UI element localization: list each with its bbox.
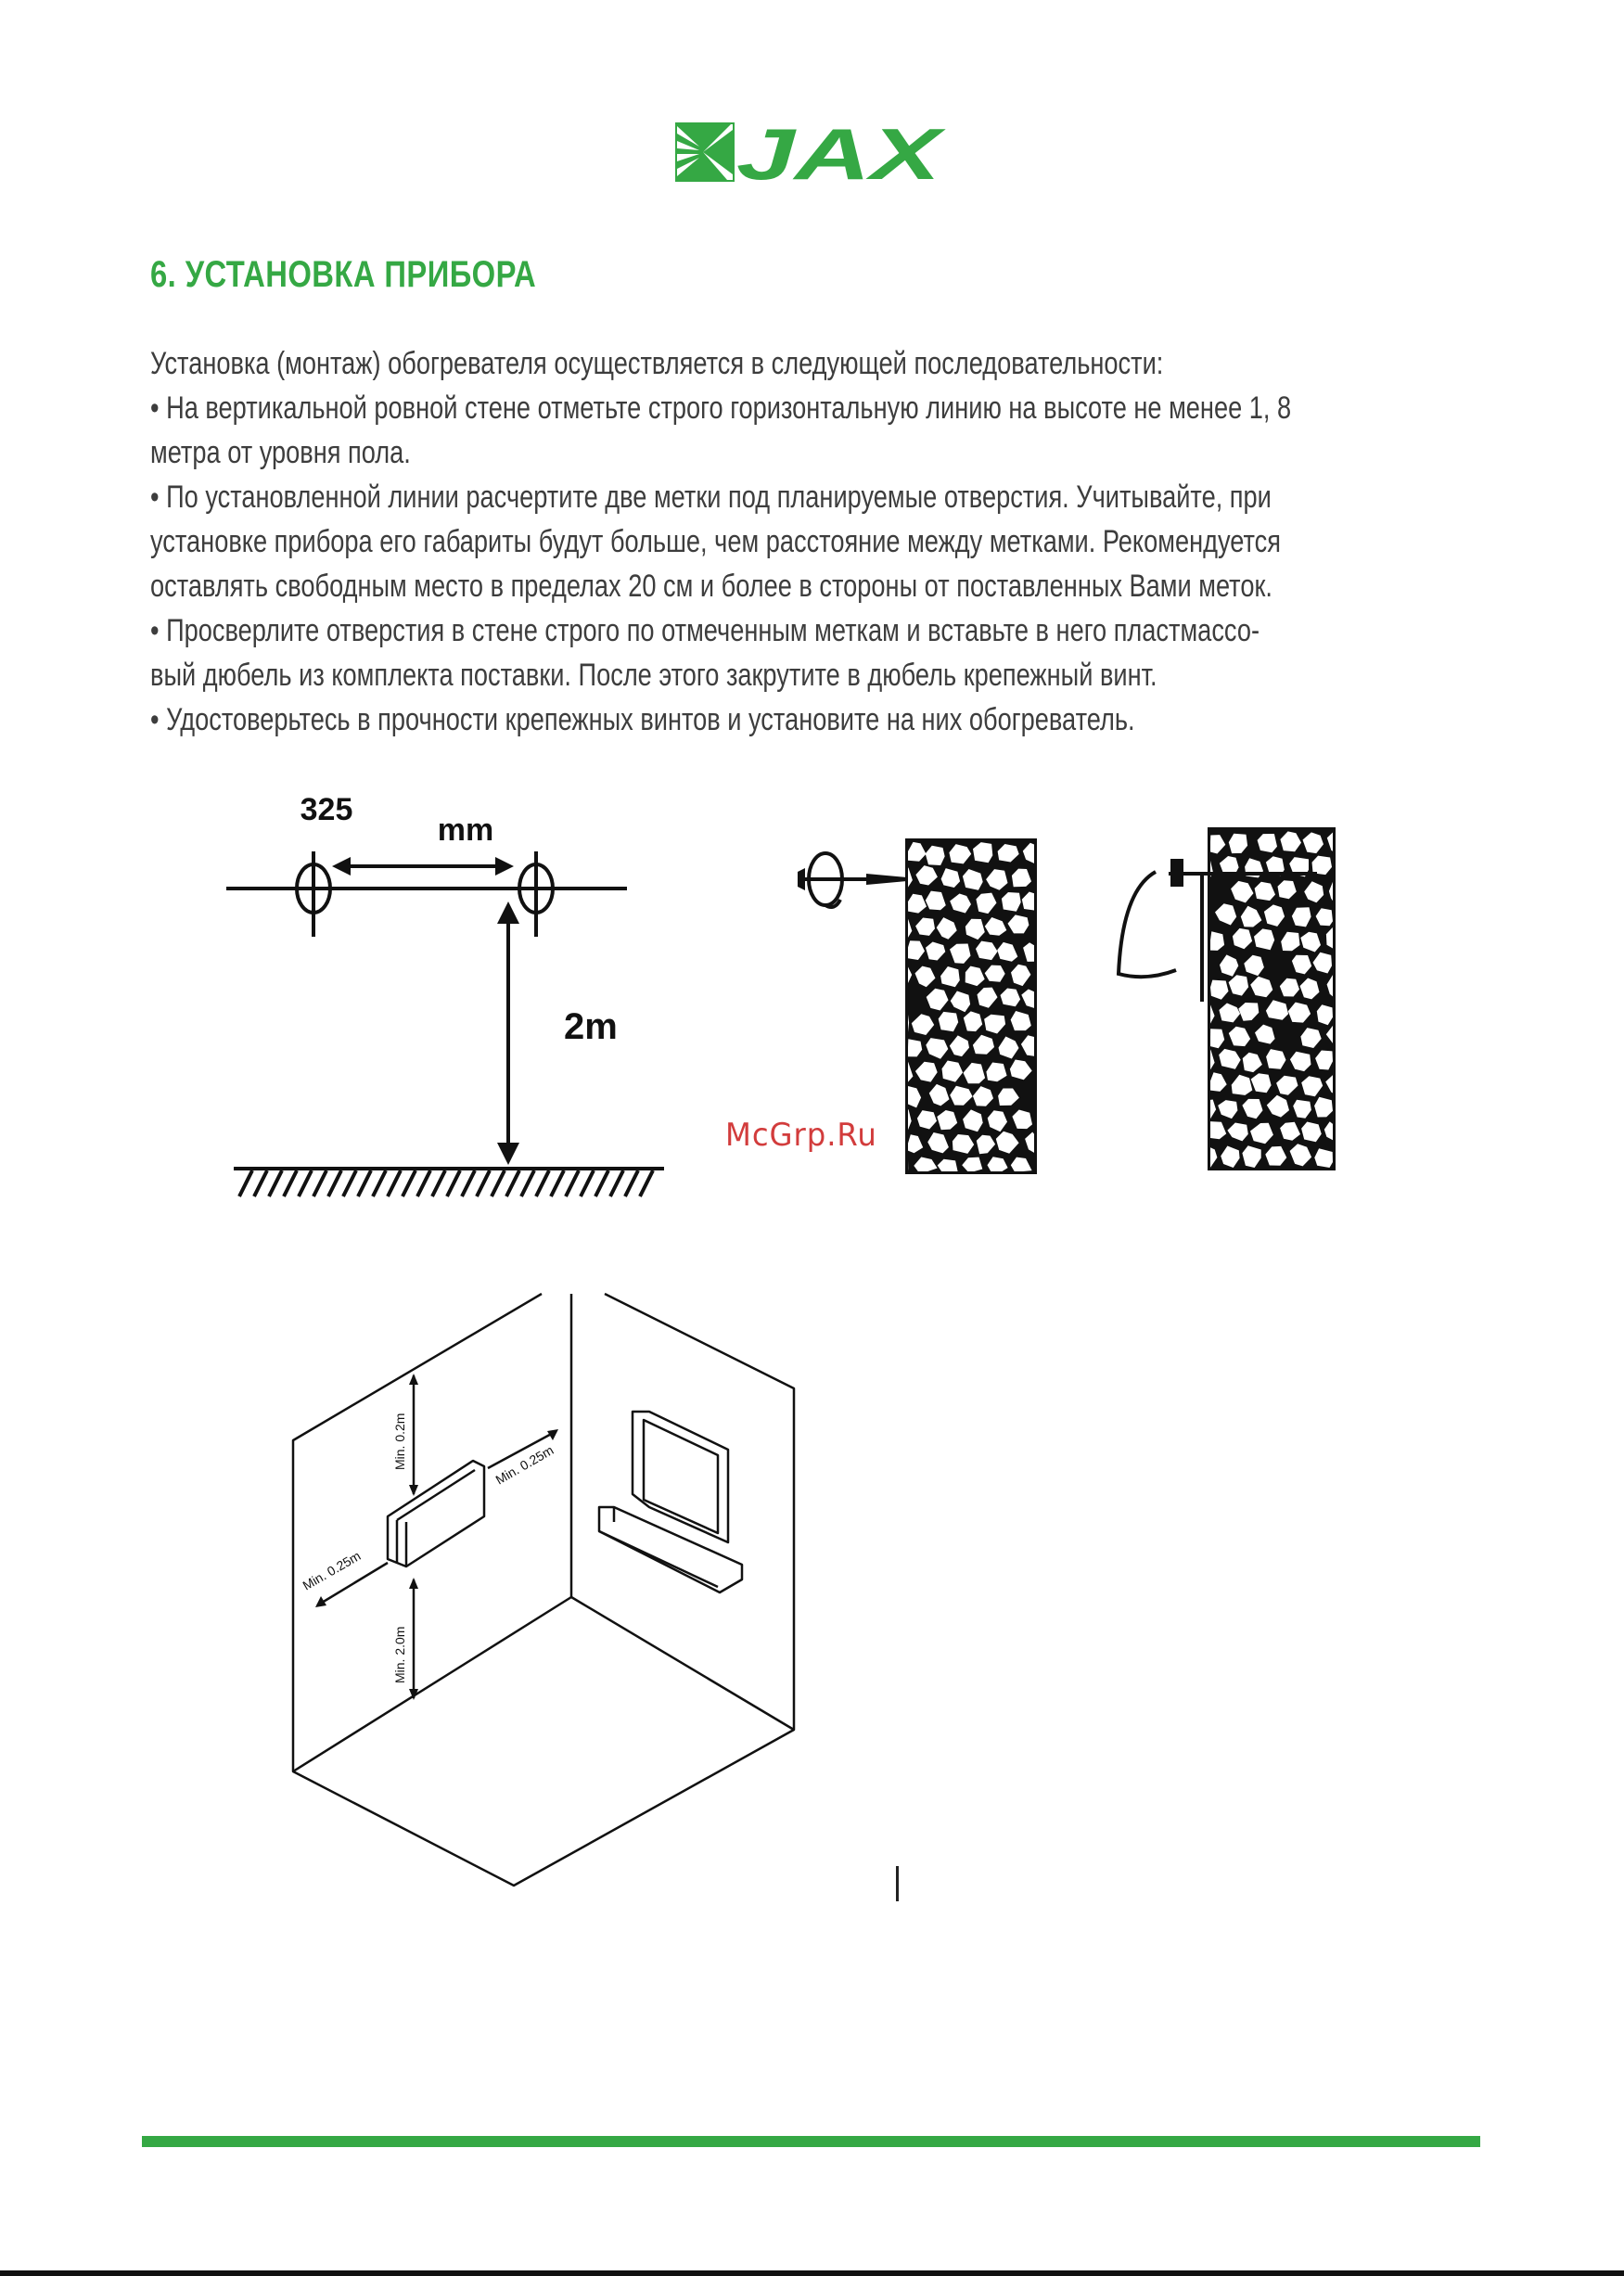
- instructions-text: [150, 341, 1597, 742]
- instruction-line: • На вертикальной ровной стене отметьте строго горизонтальную линию на высоте не менее 1, 8: [150, 390, 1292, 426]
- instruction-line: • Просверлите отверстия в стене строго по отмеченным меткам и вставьте в него пластмассо-: [150, 613, 1260, 648]
- watermark-text: McGrp.Ru: [725, 1117, 877, 1154]
- spacing-value-label: 325: [300, 792, 353, 827]
- clearance-top-label: Min. 0.2m: [392, 1413, 407, 1470]
- logo-wordmark: JAX: [736, 121, 946, 184]
- clearance-left-label: Min. 0.25m: [300, 1548, 364, 1593]
- clearance-bottom-label: Min. 2.0m: [392, 1626, 407, 1683]
- instruction-line: установке прибора его габариты будут больше, чем расстояние между метками. Рекомендуется: [150, 524, 1281, 559]
- spacing-unit-label: mm: [437, 812, 494, 848]
- instruction-line: • По установленной линии расчертите две метки под планируемые отверстия. Учитывайте, при: [150, 479, 1272, 515]
- page-bottom-edge: [0, 2270, 1624, 2276]
- section-title: 6. УСТАНОВКА ПРИБОРА: [150, 254, 537, 295]
- instruction-line: оставлять свободным место в пределах 20 см и более в стороны от поставленных Вами меток.: [150, 569, 1272, 604]
- jax-logo: [675, 121, 948, 184]
- instruction-line: вый дюбель из комплекта поставки. После этого закрутите в дюбель крепежный винт.: [150, 658, 1157, 693]
- height-label: 2m: [564, 1006, 618, 1047]
- instruction-line: • Удостоверьтесь в прочности крепежных винтов и установите на них обогреватель.: [150, 702, 1135, 737]
- mounting-dimensions-diagram: [219, 788, 683, 1215]
- instruction-line: Установка (монтаж) обогревателя осуществляется в следующей последовательности:: [150, 346, 1164, 381]
- screw-wall-diagram: [1094, 816, 1349, 1183]
- heater-unit: [388, 1461, 484, 1566]
- footer-divider: [142, 2136, 1480, 2147]
- clearance-right-label: Min. 0.25m: [492, 1442, 556, 1488]
- stone-wall: [1208, 827, 1336, 1170]
- room-clearance-diagram: [278, 1285, 816, 1901]
- floor-hatch: [239, 1170, 653, 1196]
- text-cursor-mark: [896, 1866, 899, 1901]
- instruction-line: метра от уровня пола.: [150, 435, 411, 470]
